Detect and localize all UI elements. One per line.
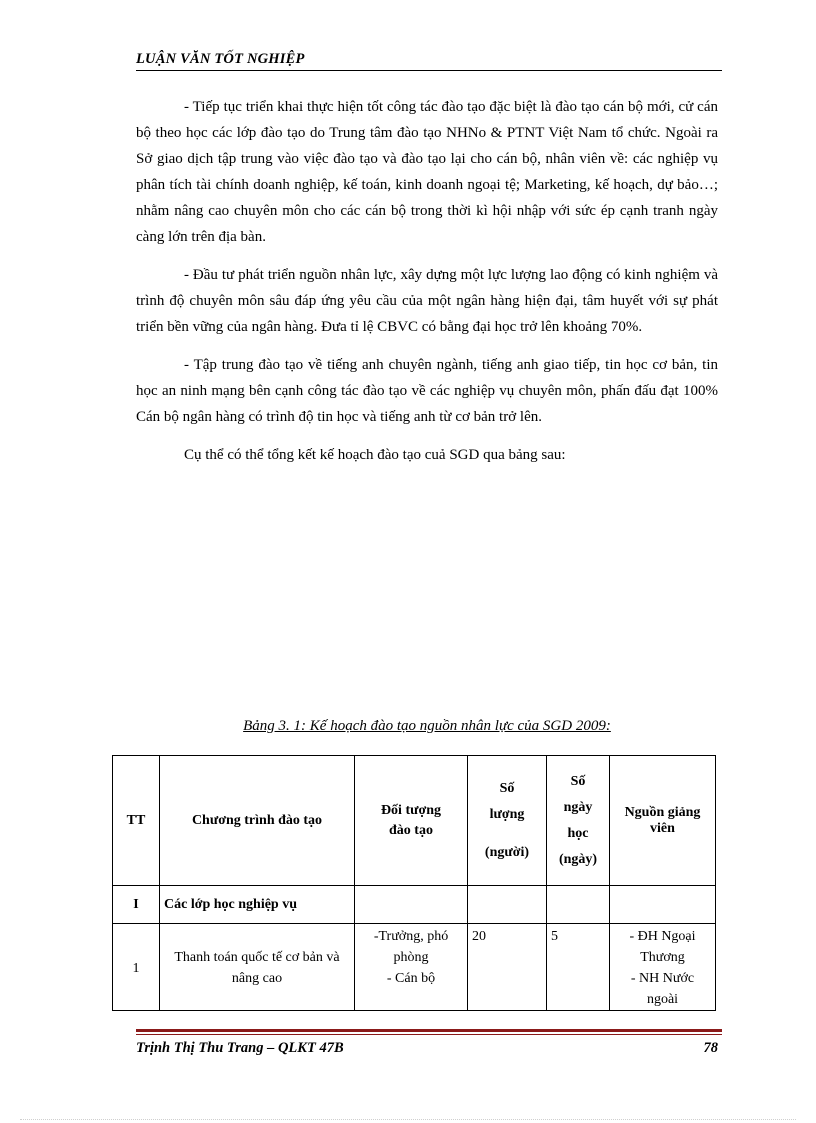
header-qty-line3: (người) xyxy=(484,844,530,860)
header-days-line1: Số xyxy=(570,773,586,789)
page-number: 78 xyxy=(703,1040,718,1056)
paragraph-2: - Đầu tư phát triển nguồn nhân lực, xây dựng một lực lượng lao động có kinh nghiệm và trình độ chuyên môn sâu đáp ứng yêu cầu của một ngân hàng hiện đại, tâm huyết với sự phát triển bền vững của ngân hàng. Đưa tỉ lệ CBVC có bằng đại học trở lên khoảng 70%. xyxy=(136,267,718,335)
header-target-line1: Đối tượng xyxy=(380,802,442,818)
paragraph-1: - Tiếp tục triển khai thực hiện tốt công tác đào tạo đặc biệt là đào tạo cán bộ mới, cử cán bộ theo học các lớp đào tạo do Trung tâm đào tạo NHNo & PTNT Việt Nam tổ chức. Ngoài ra Sở giao dịch tập trung vào việc đào tạo và đào tạo lại cho cán bộ, nhân viên về: các nghiệp vụ phân tích tài chính doanh nghiệp, kế toán, kinh doanh ngoại tệ; Marketing, kế hoạch, dự bảo…; nhằm nâng cao chuyên môn cho các cán bộ trong thời kì hội nhập với sức ép cạnh tranh ngày càng lớn trên địa bàn. xyxy=(136,99,718,245)
footer-rule-thin xyxy=(136,1034,722,1035)
header-qty-line1: Số xyxy=(499,780,515,796)
footer-rule xyxy=(136,1029,722,1035)
row-tt: 1 xyxy=(113,924,160,1011)
section-empty-1 xyxy=(355,886,468,924)
row-target xyxy=(355,924,468,1011)
header-days-line4: (ngày) xyxy=(558,851,598,867)
table-caption: Bảng 3. 1: Kế hoạch đào tạo nguồn nhân lực của SGD 2009: xyxy=(243,718,611,734)
header-days-line2: ngày xyxy=(563,799,593,815)
row-program: Thanh toán quốc tế cơ bản và nâng cao xyxy=(160,924,355,1011)
row-source-line1: - ĐH Ngoại Thương xyxy=(629,929,696,965)
section-empty-2 xyxy=(468,886,547,924)
header-days-line3: học xyxy=(567,825,589,841)
header-target xyxy=(355,756,468,886)
header-target-line2: đào tạo xyxy=(389,822,433,838)
table-section-row xyxy=(113,886,716,924)
header-title: LUẬN VĂN TỐT NGHIỆP xyxy=(136,51,305,67)
header-source: Nguồn giảng viên xyxy=(610,756,716,886)
header-quantity xyxy=(468,756,547,886)
section-empty-4 xyxy=(610,886,716,924)
row-source-line2: - NH Nước ngoài xyxy=(630,971,695,1007)
table-header-row xyxy=(113,756,716,886)
row-target-line1: -Trưởng, phó phòng xyxy=(373,929,449,965)
header-days xyxy=(547,756,610,886)
section-name: Các lớp học nghiệp vụ xyxy=(160,886,355,924)
page-header xyxy=(136,50,722,71)
header-qty-line2: lượng xyxy=(489,806,525,822)
row-quantity: 20 xyxy=(468,924,547,1011)
table-row xyxy=(113,924,716,1011)
footer-author: Trịnh Thị Thu Trang – QLKT 47B xyxy=(136,1040,344,1056)
page-bottom-divider xyxy=(20,1119,796,1120)
paragraph-3: - Tập trung đào tạo về tiếng anh chuyên ngành, tiếng anh giao tiếp, tin học cơ bản, tin học an ninh mạng bên cạnh công tác đào tạo về các nghiệp vụ chuyên môn, phấn đấu đạt 100% Cán bộ ngân hàng có trình độ tin học và tiếng anh từ cơ bản trở lên. xyxy=(136,357,718,425)
header-program: Chương trình đào tạo xyxy=(160,756,355,886)
training-plan-table xyxy=(112,755,716,1011)
row-days: 5 xyxy=(547,924,610,1011)
page-footer xyxy=(136,1040,718,1057)
section-empty-3 xyxy=(547,886,610,924)
row-target-line2: - Cán bộ xyxy=(386,971,436,986)
paragraph-4: Cụ thể có thể tổng kết kế hoạch đào tạo cuả SGD qua bảng sau: xyxy=(184,447,566,463)
section-tt: I xyxy=(113,886,160,924)
footer-rule-thick xyxy=(136,1029,722,1032)
row-source xyxy=(610,924,716,1011)
header-tt: TT xyxy=(113,756,160,886)
body-text xyxy=(136,94,718,480)
